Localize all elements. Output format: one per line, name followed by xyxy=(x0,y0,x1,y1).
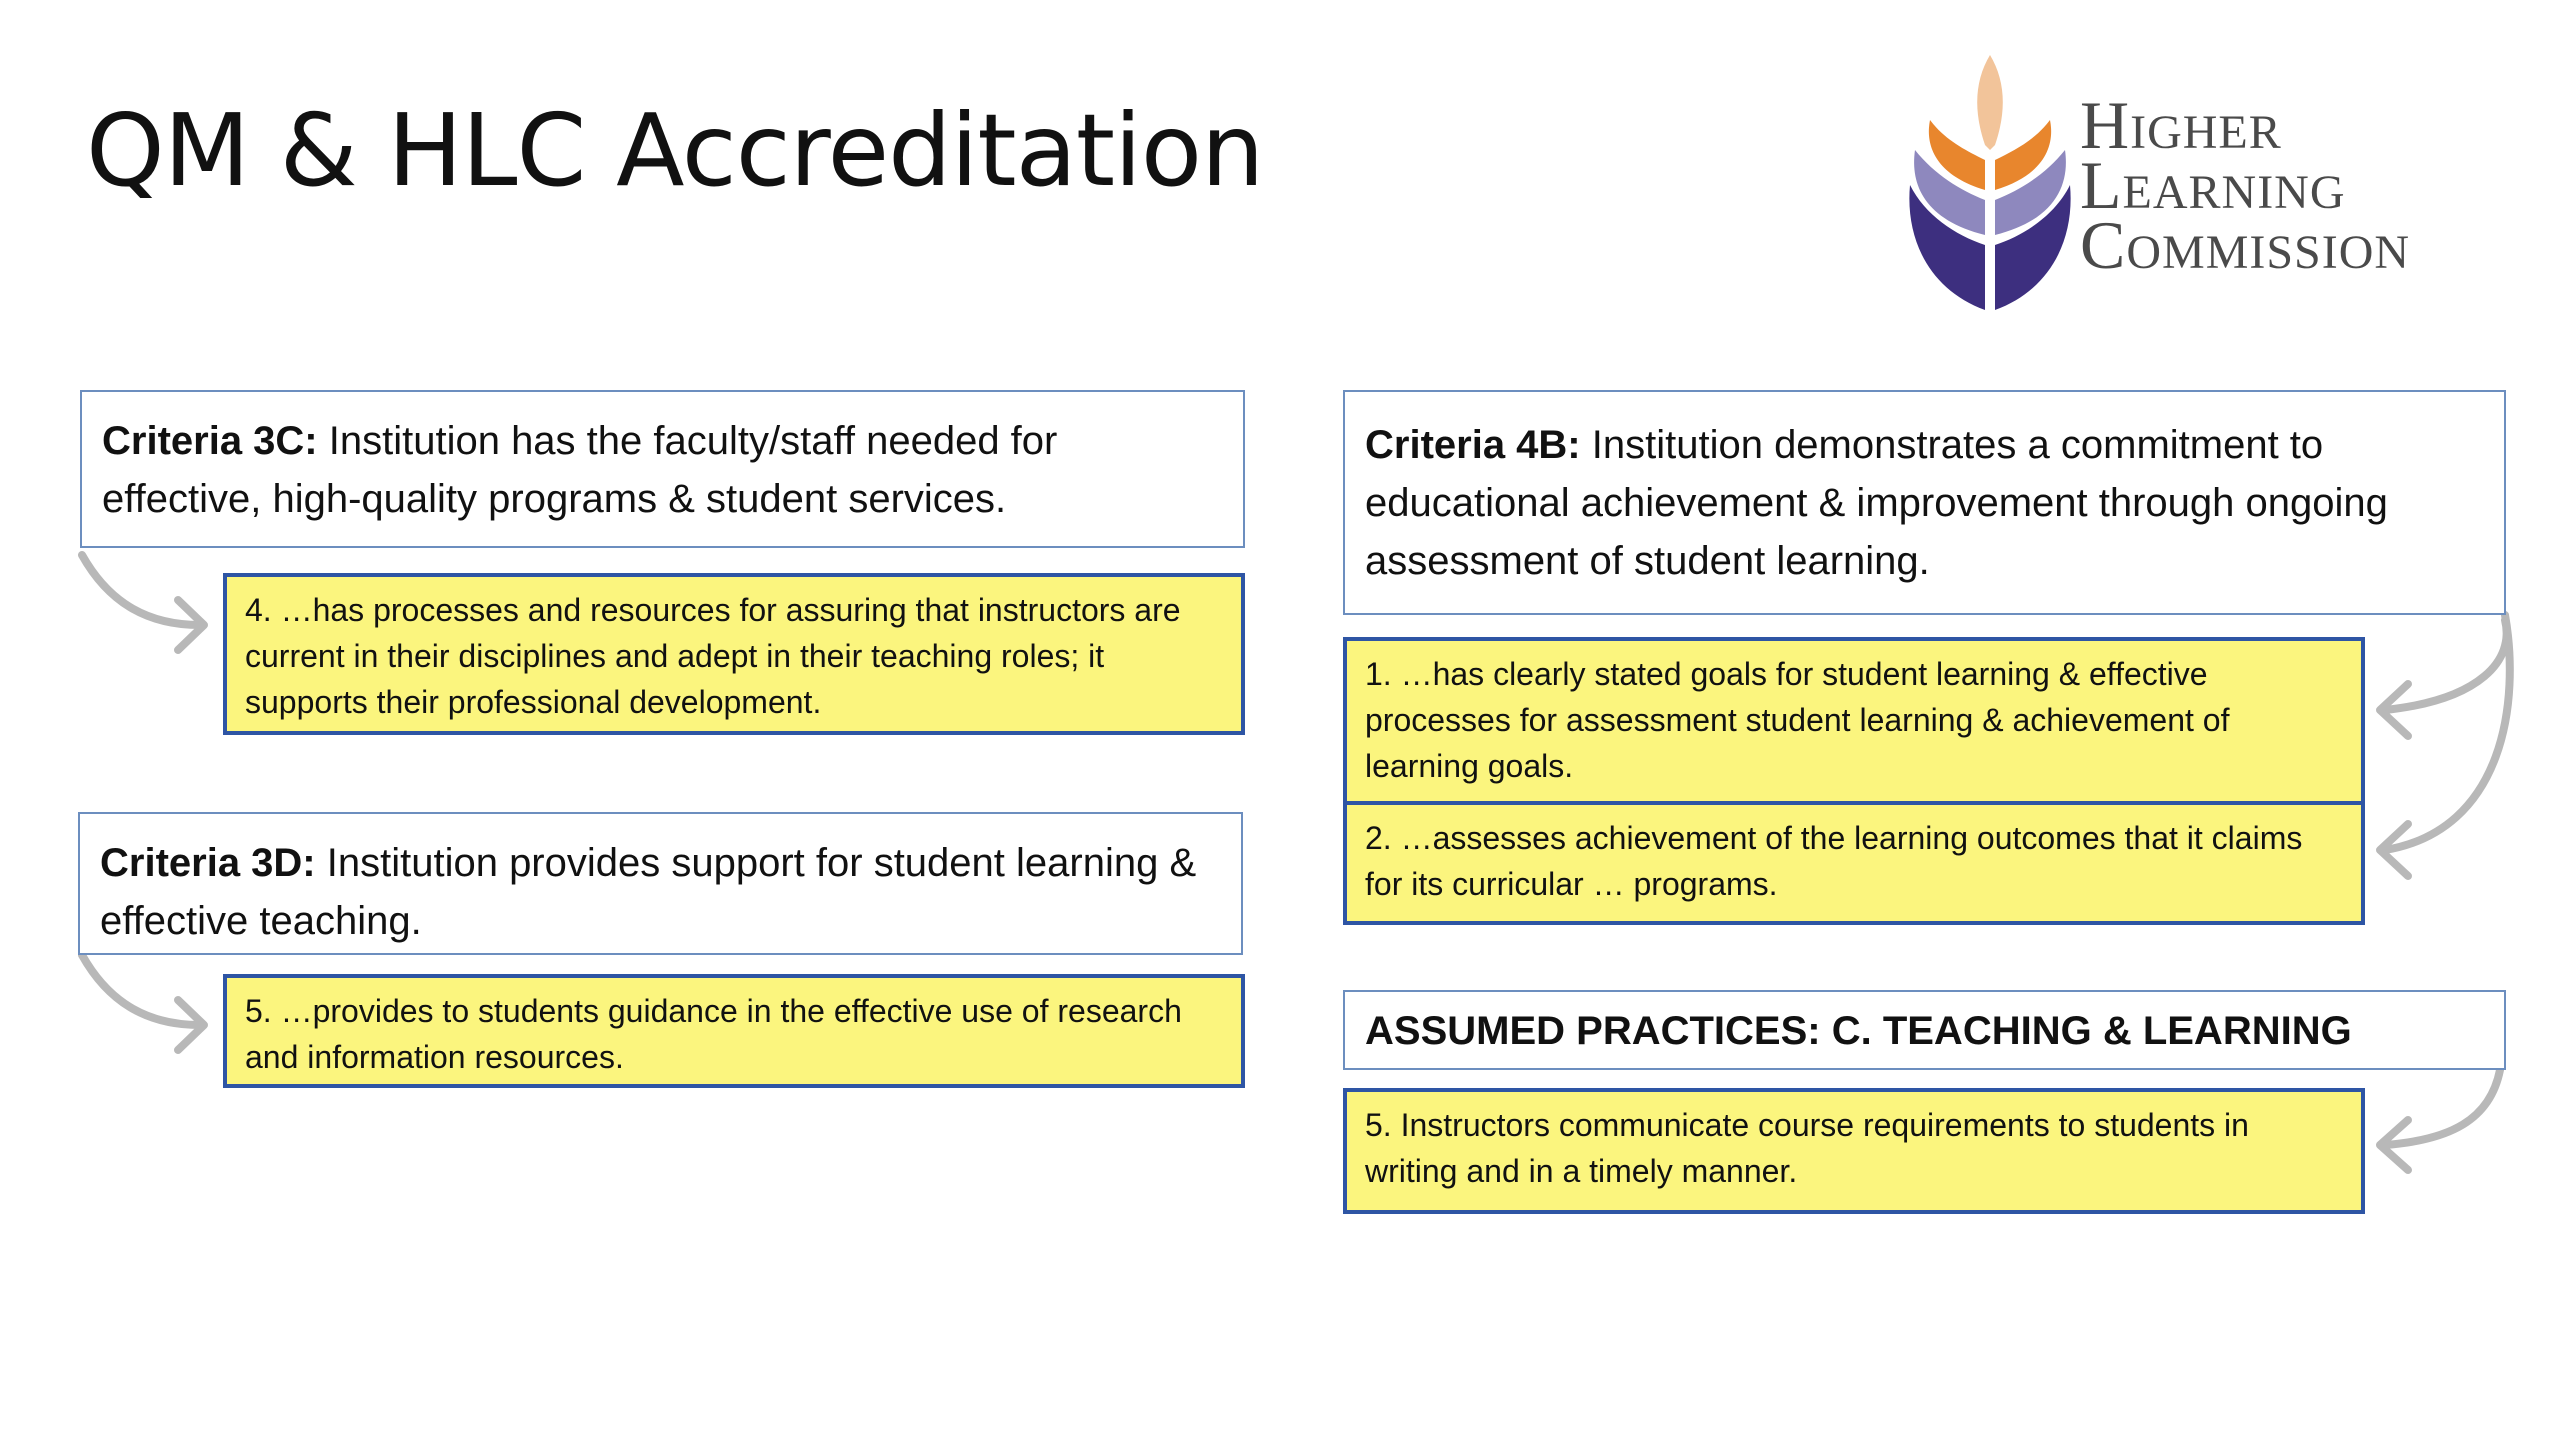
logo-word-3: Commission xyxy=(2080,207,2411,283)
criteria-3c-label: Criteria 3C: xyxy=(102,419,318,463)
criteria-3c-box xyxy=(80,390,1245,548)
arrow-ap-to-5 xyxy=(2385,1070,2500,1145)
criteria-3c-item-4: 4. …has processes and resources for assuring that instructors are current in their disciplines and adept in their teaching roles; it supports their professional development. xyxy=(223,573,1245,735)
criteria-3d-box xyxy=(78,812,1243,955)
slide-title: QM & HLC Accreditation xyxy=(86,92,1264,209)
criteria-4b-text: Institution demonstrates a commitment to educational achievement & improvement through ongoing assessment of student learning. xyxy=(1365,423,2388,583)
arrow-4b-to-1 xyxy=(2385,620,2507,710)
assumed-practices-box: ASSUMED PRACTICES: C. TEACHING & LEARNING xyxy=(1343,990,2506,1070)
criteria-4b-label: Criteria 4B: xyxy=(1365,423,1581,467)
criteria-3d-text: Institution provides support for student learning & effective teaching. xyxy=(100,841,1197,943)
criteria-4b-items xyxy=(1343,637,2365,925)
arrow-3c-to-4 xyxy=(82,555,200,625)
criteria-3c-text: Institution has the faculty/staff needed for effective, high-quality programs & student services. xyxy=(102,419,1058,521)
logo-word-1: Higher xyxy=(2080,87,2282,163)
criteria-4b-box xyxy=(1343,390,2506,615)
criteria-4b-item-1: 1. …has clearly stated goals for student learning & effective processes for assessment student learning & achievement of learning goals. xyxy=(1347,641,2361,801)
arrow-3d-to-5 xyxy=(82,955,200,1025)
criteria-3d-item-5: 5. …provides to students guidance in the effective use of research and information resources. xyxy=(223,974,1245,1088)
logo-word-2: Learning xyxy=(2080,147,2346,223)
criteria-4b-item-2: 2. …assesses achievement of the learning outcomes that it claims for its curricular … programs. xyxy=(1347,805,2361,921)
assumed-practices-item-5: 5. Instructors communicate course requirements to students in writing and in a timely manner. xyxy=(1343,1088,2365,1214)
criteria-3d-label: Criteria 3D: xyxy=(100,841,316,885)
